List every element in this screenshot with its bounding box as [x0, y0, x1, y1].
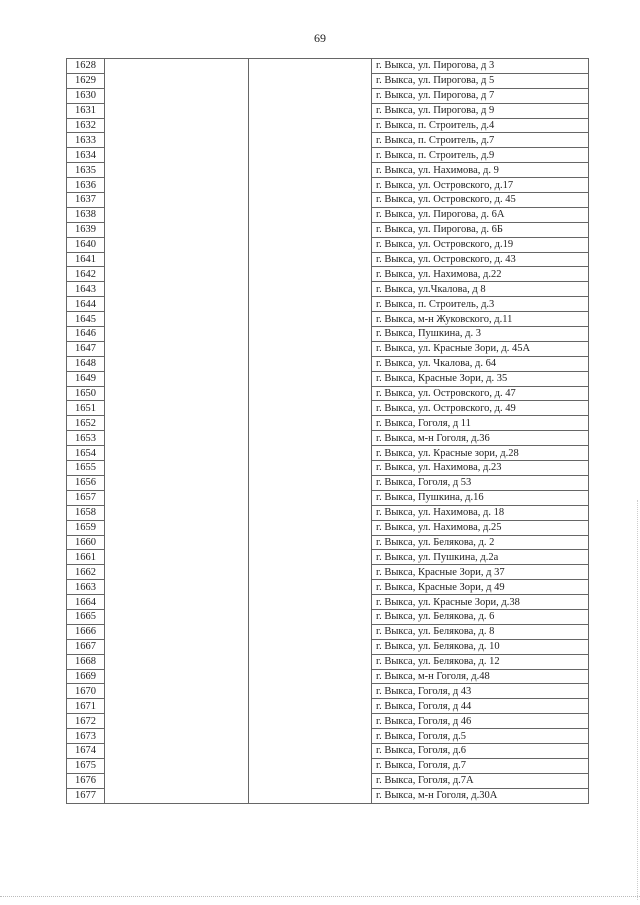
- empty-cell: [249, 222, 372, 237]
- address-cell: г. Выкса, ул. Пирогова, д. 6А: [372, 207, 589, 222]
- row-number: 1666: [67, 624, 105, 639]
- table-row: [67, 341, 589, 356]
- row-number: 1661: [67, 550, 105, 565]
- table-row: [67, 505, 589, 520]
- table-row: [67, 416, 589, 431]
- empty-cell: [105, 743, 249, 758]
- table-row: [67, 729, 589, 744]
- empty-cell: [249, 59, 372, 74]
- address-cell: г. Выкса, ул. Островского, д. 47: [372, 386, 589, 401]
- empty-cell: [249, 490, 372, 505]
- empty-cell: [249, 461, 372, 476]
- row-number: 1670: [67, 684, 105, 699]
- row-number: 1660: [67, 535, 105, 550]
- address-cell: г. Выкса, Гоголя, д.7: [372, 758, 589, 773]
- row-number: 1644: [67, 297, 105, 312]
- empty-cell: [105, 267, 249, 282]
- empty-cell: [105, 297, 249, 312]
- row-number: 1650: [67, 386, 105, 401]
- empty-cell: [249, 207, 372, 222]
- address-cell: г. Выкса, ул. Пирогова, д 7: [372, 88, 589, 103]
- table-row: [67, 788, 589, 803]
- empty-cell: [249, 118, 372, 133]
- empty-cell: [105, 237, 249, 252]
- table-row: [67, 535, 589, 550]
- table-row: [67, 222, 589, 237]
- empty-cell: [249, 416, 372, 431]
- row-number: 1656: [67, 475, 105, 490]
- address-cell: г. Выкса, Красные Зори, д 37: [372, 565, 589, 580]
- table-row: [67, 163, 589, 178]
- empty-cell: [105, 595, 249, 610]
- row-number: 1664: [67, 595, 105, 610]
- empty-cell: [249, 699, 372, 714]
- address-cell: г. Выкса, ул. Нахимова, д.22: [372, 267, 589, 282]
- address-cell: г. Выкса, ул. Белякова, д. 12: [372, 654, 589, 669]
- empty-cell: [249, 267, 372, 282]
- empty-cell: [105, 669, 249, 684]
- empty-cell: [249, 580, 372, 595]
- table-row: [67, 609, 589, 624]
- address-cell: г. Выкса, ул. Пирогова, д 3: [372, 59, 589, 74]
- table-row: [67, 773, 589, 788]
- empty-cell: [105, 729, 249, 744]
- empty-cell: [105, 505, 249, 520]
- address-table: [66, 58, 589, 804]
- empty-cell: [249, 371, 372, 386]
- table-row: [67, 565, 589, 580]
- address-cell: г. Выкса, п. Строитель, д.3: [372, 297, 589, 312]
- row-number: 1657: [67, 490, 105, 505]
- empty-cell: [105, 133, 249, 148]
- address-cell: г. Выкса, Гоголя, д.7А: [372, 773, 589, 788]
- table-row: [67, 118, 589, 133]
- address-cell: г. Выкса, ул.Чкалова, д 8: [372, 282, 589, 297]
- table-row: [67, 431, 589, 446]
- row-number: 1658: [67, 505, 105, 520]
- table-row: [67, 684, 589, 699]
- empty-cell: [105, 520, 249, 535]
- empty-cell: [249, 788, 372, 803]
- empty-cell: [105, 773, 249, 788]
- row-number: 1673: [67, 729, 105, 744]
- row-number: 1648: [67, 356, 105, 371]
- address-cell: г. Выкса, м-н Гоголя, д.30А: [372, 788, 589, 803]
- empty-cell: [105, 431, 249, 446]
- empty-cell: [249, 684, 372, 699]
- address-cell: г. Выкса, м-н Гоголя, д.36: [372, 431, 589, 446]
- empty-cell: [105, 193, 249, 208]
- empty-cell: [249, 431, 372, 446]
- address-cell: г. Выкса, Пушкина, д.16: [372, 490, 589, 505]
- address-cell: г. Выкса, ул. Островского, д. 45: [372, 193, 589, 208]
- table-row: [67, 446, 589, 461]
- address-cell: г. Выкса, ул. Нахимова, д. 18: [372, 505, 589, 520]
- address-cell: г. Выкса, ул. Пирогова, д 9: [372, 103, 589, 118]
- row-number: 1654: [67, 446, 105, 461]
- table-row: [67, 59, 589, 74]
- empty-cell: [105, 684, 249, 699]
- row-number: 1668: [67, 654, 105, 669]
- empty-cell: [249, 773, 372, 788]
- empty-cell: [105, 699, 249, 714]
- row-number: 1639: [67, 222, 105, 237]
- row-number: 1635: [67, 163, 105, 178]
- table-row: [67, 297, 589, 312]
- empty-cell: [105, 252, 249, 267]
- empty-cell: [249, 133, 372, 148]
- table-row: [67, 327, 589, 342]
- row-number: 1645: [67, 312, 105, 327]
- empty-cell: [105, 327, 249, 342]
- address-cell: г. Выкса, Гоголя, д 11: [372, 416, 589, 431]
- table-row: [67, 624, 589, 639]
- empty-cell: [105, 371, 249, 386]
- address-cell: г. Выкса, ул. Красные зори, д.28: [372, 446, 589, 461]
- empty-cell: [105, 59, 249, 74]
- empty-cell: [105, 446, 249, 461]
- table-row: [67, 386, 589, 401]
- table-row: [67, 207, 589, 222]
- table-row: [67, 714, 589, 729]
- address-cell: г. Выкса, ул. Островского, д. 43: [372, 252, 589, 267]
- table-row: [67, 699, 589, 714]
- empty-cell: [249, 312, 372, 327]
- table-row: [67, 73, 589, 88]
- table-row: [67, 88, 589, 103]
- row-number: 1653: [67, 431, 105, 446]
- table-row: [67, 103, 589, 118]
- table-row: [67, 356, 589, 371]
- table-row: [67, 743, 589, 758]
- empty-cell: [249, 193, 372, 208]
- empty-cell: [249, 282, 372, 297]
- empty-cell: [105, 475, 249, 490]
- table-row: [67, 193, 589, 208]
- address-cell: г. Выкса, ул. Белякова, д. 10: [372, 639, 589, 654]
- row-number: 1651: [67, 401, 105, 416]
- address-cell: г. Выкса, Гоголя, д.6: [372, 743, 589, 758]
- row-number: 1630: [67, 88, 105, 103]
- address-cell: г. Выкса, ул. Пушкина, д.2а: [372, 550, 589, 565]
- address-cell: г. Выкса, Гоголя, д 53: [372, 475, 589, 490]
- empty-cell: [249, 103, 372, 118]
- row-number: 1637: [67, 193, 105, 208]
- empty-cell: [105, 282, 249, 297]
- empty-cell: [105, 207, 249, 222]
- row-number: 1659: [67, 520, 105, 535]
- address-cell: г. Выкса, ул. Островского, д.19: [372, 237, 589, 252]
- row-number: 1634: [67, 148, 105, 163]
- empty-cell: [105, 222, 249, 237]
- empty-cell: [249, 654, 372, 669]
- empty-cell: [105, 163, 249, 178]
- table-row: [67, 401, 589, 416]
- empty-cell: [249, 356, 372, 371]
- empty-cell: [105, 178, 249, 193]
- table-row: [67, 669, 589, 684]
- row-number: 1672: [67, 714, 105, 729]
- table-row: [67, 490, 589, 505]
- row-number: 1671: [67, 699, 105, 714]
- empty-cell: [105, 341, 249, 356]
- empty-cell: [249, 163, 372, 178]
- table-row: [67, 758, 589, 773]
- row-number: 1674: [67, 743, 105, 758]
- empty-cell: [105, 73, 249, 88]
- row-number: 1641: [67, 252, 105, 267]
- empty-cell: [249, 148, 372, 163]
- address-cell: г. Выкса, ул. Нахимова, д.25: [372, 520, 589, 535]
- row-number: 1632: [67, 118, 105, 133]
- page-bottom-edge: [0, 896, 640, 897]
- empty-cell: [105, 788, 249, 803]
- empty-cell: [249, 565, 372, 580]
- row-number: 1631: [67, 103, 105, 118]
- empty-cell: [249, 386, 372, 401]
- address-cell: г. Выкса, ул. Белякова, д. 8: [372, 624, 589, 639]
- address-cell: г. Выкса, м-н Гоголя, д.48: [372, 669, 589, 684]
- empty-cell: [249, 505, 372, 520]
- empty-cell: [105, 118, 249, 133]
- empty-cell: [249, 237, 372, 252]
- address-cell: г. Выкса, ул. Островского, д.17: [372, 178, 589, 193]
- empty-cell: [105, 535, 249, 550]
- page-number: 69: [314, 31, 326, 45]
- empty-cell: [105, 461, 249, 476]
- empty-cell: [105, 401, 249, 416]
- empty-cell: [249, 178, 372, 193]
- row-number: 1667: [67, 639, 105, 654]
- empty-cell: [249, 609, 372, 624]
- empty-cell: [105, 312, 249, 327]
- table-row: [67, 133, 589, 148]
- address-cell: г. Выкса, ул. Красные Зори, д. 45А: [372, 341, 589, 356]
- row-number: 1629: [67, 73, 105, 88]
- empty-cell: [105, 580, 249, 595]
- table-row: [67, 371, 589, 386]
- row-number: 1636: [67, 178, 105, 193]
- row-number: 1638: [67, 207, 105, 222]
- table-row: [67, 550, 589, 565]
- address-cell: г. Выкса, Гоголя, д 46: [372, 714, 589, 729]
- address-cell: г. Выкса, Пушкина, д. 3: [372, 327, 589, 342]
- row-number: 1640: [67, 237, 105, 252]
- empty-cell: [249, 669, 372, 684]
- address-cell: г. Выкса, ул. Нахимова, д.23: [372, 461, 589, 476]
- empty-cell: [105, 103, 249, 118]
- table-row: [67, 267, 589, 282]
- empty-cell: [249, 624, 372, 639]
- empty-cell: [249, 297, 372, 312]
- empty-cell: [249, 714, 372, 729]
- empty-cell: [249, 758, 372, 773]
- empty-cell: [105, 624, 249, 639]
- table-row: [67, 237, 589, 252]
- row-number: 1669: [67, 669, 105, 684]
- address-cell: г. Выкса, ул. Островского, д. 49: [372, 401, 589, 416]
- empty-cell: [249, 341, 372, 356]
- empty-cell: [249, 550, 372, 565]
- table-row: [67, 148, 589, 163]
- address-cell: г. Выкса, ул. Пирогова, д 5: [372, 73, 589, 88]
- row-number: 1665: [67, 609, 105, 624]
- empty-cell: [249, 73, 372, 88]
- empty-cell: [249, 729, 372, 744]
- address-cell: г. Выкса, м-н Жуковского, д.11: [372, 312, 589, 327]
- row-number: 1662: [67, 565, 105, 580]
- address-cell: г. Выкса, ул. Красные Зори, д.38: [372, 595, 589, 610]
- empty-cell: [249, 401, 372, 416]
- address-cell: г. Выкса, Гоголя, д 43: [372, 684, 589, 699]
- empty-cell: [249, 743, 372, 758]
- address-cell: г. Выкса, Гоголя, д.5: [372, 729, 589, 744]
- row-number: 1675: [67, 758, 105, 773]
- row-number: 1676: [67, 773, 105, 788]
- empty-cell: [105, 758, 249, 773]
- empty-cell: [249, 595, 372, 610]
- row-number: 1642: [67, 267, 105, 282]
- empty-cell: [105, 88, 249, 103]
- address-table-body: [67, 59, 589, 804]
- empty-cell: [249, 520, 372, 535]
- empty-cell: [249, 327, 372, 342]
- row-number: 1649: [67, 371, 105, 386]
- address-cell: г. Выкса, ул. Чкалова, д. 64: [372, 356, 589, 371]
- empty-cell: [105, 609, 249, 624]
- empty-cell: [105, 550, 249, 565]
- table-row: [67, 461, 589, 476]
- row-number: 1652: [67, 416, 105, 431]
- row-number: 1643: [67, 282, 105, 297]
- empty-cell: [105, 565, 249, 580]
- table-row: [67, 252, 589, 267]
- empty-cell: [105, 356, 249, 371]
- empty-cell: [105, 416, 249, 431]
- address-cell: г. Выкса, п. Строитель, д.4: [372, 118, 589, 133]
- address-cell: г. Выкса, Гоголя, д 44: [372, 699, 589, 714]
- empty-cell: [249, 535, 372, 550]
- table-row: [67, 282, 589, 297]
- empty-cell: [249, 639, 372, 654]
- empty-cell: [105, 714, 249, 729]
- row-number: 1677: [67, 788, 105, 803]
- row-number: 1628: [67, 59, 105, 74]
- address-cell: г. Выкса, ул. Нахимова, д. 9: [372, 163, 589, 178]
- table-row: [67, 520, 589, 535]
- address-cell: г. Выкса, п. Строитель, д.7: [372, 133, 589, 148]
- table-row: [67, 312, 589, 327]
- row-number: 1633: [67, 133, 105, 148]
- address-cell: г. Выкса, ул. Белякова, д. 2: [372, 535, 589, 550]
- table-row: [67, 178, 589, 193]
- table-row: [67, 595, 589, 610]
- table-row: [67, 639, 589, 654]
- empty-cell: [249, 446, 372, 461]
- empty-cell: [249, 88, 372, 103]
- empty-cell: [249, 252, 372, 267]
- empty-cell: [105, 490, 249, 505]
- page-right-edge: [637, 500, 638, 900]
- row-number: 1646: [67, 327, 105, 342]
- table-row: [67, 580, 589, 595]
- row-number: 1655: [67, 461, 105, 476]
- empty-cell: [105, 639, 249, 654]
- table-row: [67, 475, 589, 490]
- address-cell: г. Выкса, ул. Белякова, д. 6: [372, 609, 589, 624]
- row-number: 1663: [67, 580, 105, 595]
- empty-cell: [105, 386, 249, 401]
- empty-cell: [105, 654, 249, 669]
- row-number: 1647: [67, 341, 105, 356]
- address-cell: г. Выкса, п. Строитель, д.9: [372, 148, 589, 163]
- empty-cell: [105, 148, 249, 163]
- empty-cell: [249, 475, 372, 490]
- address-cell: г. Выкса, Красные Зори, д 49: [372, 580, 589, 595]
- table-row: [67, 654, 589, 669]
- address-cell: г. Выкса, ул. Пирогова, д. 6Б: [372, 222, 589, 237]
- address-cell: г. Выкса, Красные Зори, д. 35: [372, 371, 589, 386]
